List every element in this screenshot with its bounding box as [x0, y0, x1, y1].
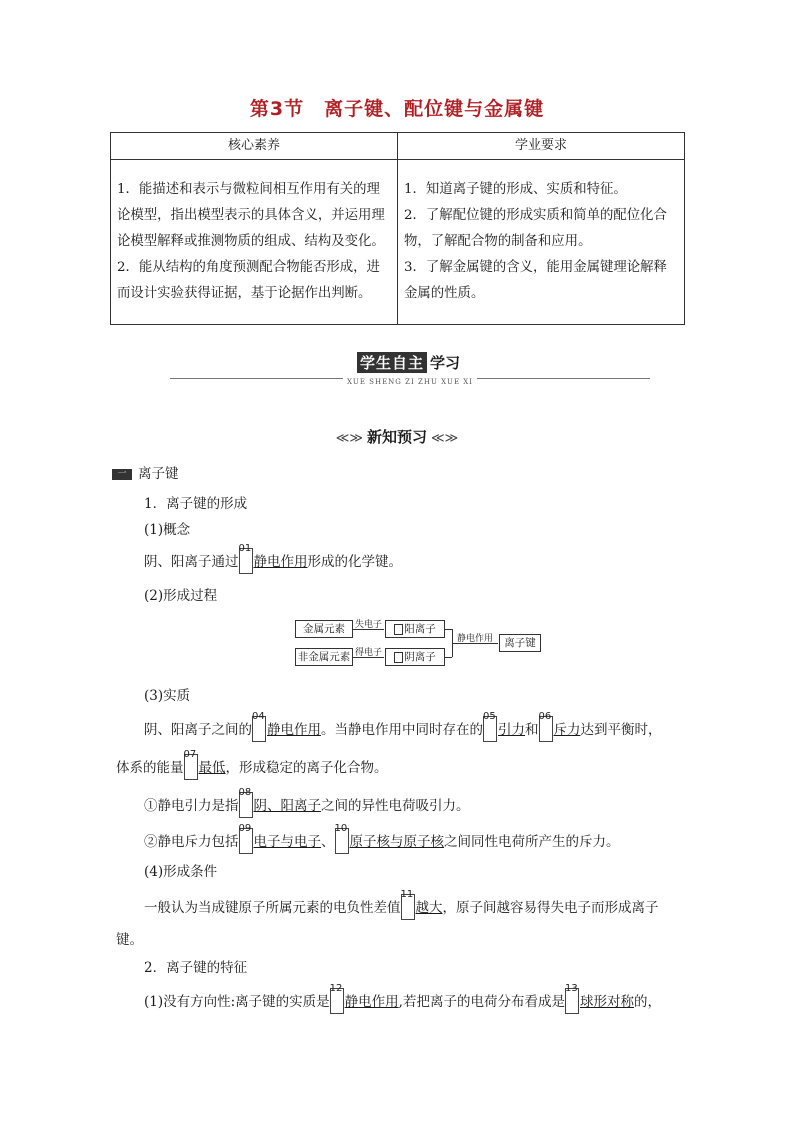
blank-box [238, 787, 253, 818]
blank-number: 10 [334, 823, 348, 834]
text: 达到平衡时， [580, 722, 662, 738]
connector-line [444, 629, 452, 630]
answer: 引力 [498, 722, 525, 738]
text: 体系的能量 [116, 760, 184, 776]
paragraph-repulsion [144, 823, 620, 854]
blank-number: 09 [238, 823, 252, 834]
text: 之间同性电荷所产生的斥力。 [444, 834, 620, 850]
text: 。当静电作用中同时存在的 [321, 722, 483, 738]
new-knowledge-heading [0, 426, 794, 447]
academic-requirements-cell [398, 160, 685, 325]
paragraph-concept [144, 543, 402, 574]
left-deco-icon: ≪≫ [335, 431, 363, 446]
text: ，原子间越容易得失电子而形成离子 [442, 900, 659, 916]
metal-element-box: 金属元素 [295, 620, 353, 638]
header-core-literacy: 核心素养 [111, 133, 398, 160]
nonmetal-element-box: 非金属元素 [295, 648, 353, 666]
page-title [0, 94, 794, 121]
core-literacy-item: 2．能从结构的角度预测配合物能否形成，进而设计实验获得证据，基于论据作出判断。 [117, 260, 380, 301]
connector-line [444, 657, 452, 658]
requirement-item: 1．知道离子键的形成、实质和特征。 [404, 182, 627, 197]
banner-box-text: 学生自主 [357, 352, 427, 373]
answer: 原子核与原子核 [349, 834, 444, 850]
blank-box [238, 823, 253, 854]
answer: 静电作用 [253, 554, 308, 570]
blank-number: 11 [400, 889, 414, 900]
header-academic-requirements: 学业要求 [398, 133, 685, 160]
text: 形成的化学键。 [307, 554, 402, 570]
core-literacy-item: 1．能描述和表示与微粒间相互作用有关的理论模型，指出模型表示的具体含义，并运用理论模型解释或推测物质的组成、结构及变化。 [117, 182, 385, 249]
blank-number: 06 [538, 711, 552, 722]
answer: 静电作用 [344, 994, 399, 1010]
blank-number: 05 [483, 711, 496, 722]
banner-rest-text: 学习 [427, 352, 463, 373]
item-concept: (1)概念 [144, 522, 191, 538]
answer: 阴、阳离子 [253, 798, 321, 814]
paragraph-essence-1 [144, 711, 662, 742]
answer: 越大 [415, 900, 443, 916]
banner-pinyin [170, 378, 650, 386]
paragraph-attraction [144, 787, 470, 818]
text: 、 [321, 834, 335, 850]
blank-box [483, 711, 497, 742]
anion-box [385, 648, 445, 666]
text: ,若把离子的电荷分布看成是 [398, 994, 565, 1010]
blank-box [238, 543, 253, 574]
heading-ionic-bond [112, 462, 179, 482]
text: ①静电引力是指 [144, 798, 239, 814]
blank-box [538, 711, 553, 742]
blank-number: 13 [564, 983, 578, 994]
subhead-text: 新知预习 [366, 428, 427, 446]
blank-box-small [394, 624, 403, 635]
gain-electron-label: 得电子 [355, 648, 383, 658]
section-number: 第3节 [249, 98, 305, 120]
requirement-item: 3．了解金属键的含义，能用金属键理论解释金属的性质。 [404, 260, 667, 301]
text: 阴、阳离子通过 [144, 554, 239, 570]
blank-number: 04 [252, 711, 265, 722]
text: (1)没有方向性:离子键的实质是 [144, 994, 330, 1010]
competency-table [110, 132, 685, 325]
requirement-item: 2．了解配位键的形成实质和简单的配位化合物，了解配合物的制备和应用。 [404, 208, 667, 249]
blank-number: 08 [238, 787, 252, 798]
blank-number: 01 [238, 543, 252, 554]
blank-box [252, 711, 266, 742]
text: 阴、阳离子之间的 [144, 722, 252, 738]
answer: 球形对称 [579, 994, 634, 1010]
subsection-features: 2．离子键的特征 [144, 960, 248, 976]
blank-box-small [394, 652, 403, 663]
text: 的， [633, 994, 661, 1010]
cation-label: 阳离子 [404, 623, 436, 635]
blank-box [334, 823, 349, 854]
text: ，形成稳定的离子化合物。 [225, 760, 388, 776]
blank-number: 07 [183, 749, 197, 760]
core-literacy-cell [111, 160, 398, 325]
item-conditions: (4)形成条件 [144, 864, 218, 880]
answer: 最低 [198, 760, 226, 776]
text: 一般认为当成键原子所属元素的电负性差值 [144, 900, 401, 916]
item-process: (2)形成过程 [144, 588, 218, 604]
answer: 电子与电子 [253, 834, 321, 850]
study-banner [170, 352, 650, 392]
answer: 斥力 [553, 722, 581, 738]
text: 之间的异性电荷吸引力。 [321, 798, 470, 814]
section-name: 离子键、配位键与金属键 [324, 98, 545, 120]
paragraph-conditions-1 [144, 889, 659, 920]
section-marker-icon: 一 [112, 469, 132, 480]
text: 和 [525, 722, 539, 738]
banner-pinyin-text: XUE SHENG ZI ZHU XUE XI [343, 378, 477, 386]
subsection-formation: 1．离子键的形成 [144, 496, 248, 512]
answer: 静电作用 [267, 722, 321, 738]
lose-electron-label: 失电子 [355, 620, 383, 630]
blank-box [564, 983, 579, 1014]
text: ②静电斥力包括 [144, 834, 239, 850]
item-essence: (3)实质 [144, 688, 191, 704]
banner-label [170, 352, 650, 373]
paragraph-non-directional [144, 983, 661, 1014]
blank-box [329, 983, 344, 1014]
paragraph-essence-2 [116, 749, 388, 780]
blank-box [400, 889, 415, 920]
blank-number: 12 [329, 983, 343, 994]
electrostatic-label: 静电作用 [457, 634, 494, 644]
cation-box [385, 620, 445, 638]
right-deco-icon: ≪≫ [431, 431, 459, 446]
ionic-bond-box: 离子键 [499, 634, 541, 652]
heading-text: 离子键 [138, 466, 179, 482]
formation-diagram [295, 614, 555, 664]
paragraph-conditions-2: 键。 [116, 932, 143, 948]
anion-label: 阴离子 [404, 651, 436, 663]
blank-box [183, 749, 198, 780]
